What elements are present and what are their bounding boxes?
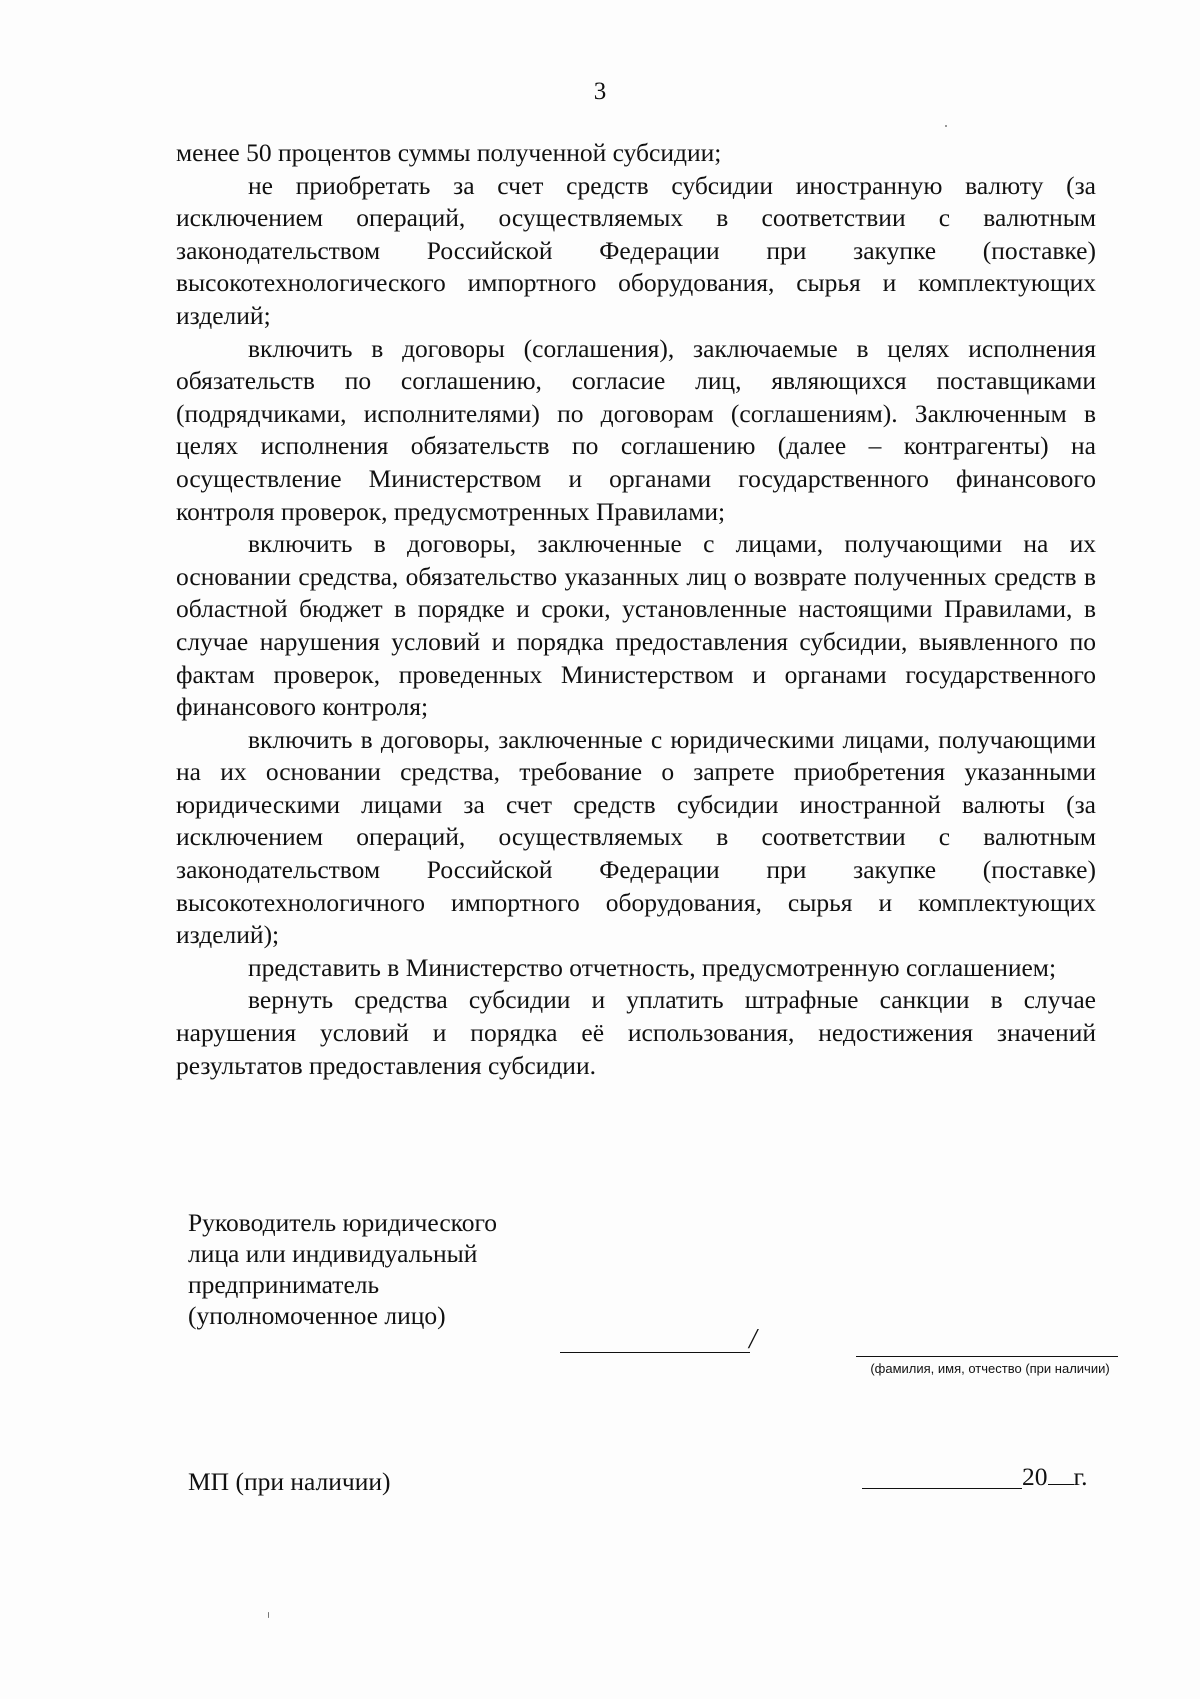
signatory-block: [188, 1207, 548, 1331]
date-year: [1022, 1462, 1087, 1492]
signature-separator: /: [749, 1324, 757, 1355]
signatory-line: лица или индивидуальный: [188, 1239, 478, 1268]
paragraph: не приобретать за счет средств субсидии иностранную валюту (за исключением операций, осуществляемых в соответствии с валютным законодательством Российской Федерации при закупке (поставке) высокотехнологического импортного оборудования, сырья и комплектующих изделий;: [176, 170, 1096, 330]
date-line: [862, 1488, 1022, 1489]
year-blank: [1048, 1462, 1074, 1485]
paragraph: вернуть средства субсидии и уплатить штрафные санкции в случае нарушения условий и порядка её использования, недостижения значений результатов предоставления субсидии.: [176, 985, 1096, 1080]
signature-line: [560, 1352, 750, 1353]
paragraph: включить в договоры, заключенные с юридическими лицами, получающими на их основании средства, требование о запрете приобретения указанными юридическими лицами за счет средств субсидии иностранной валюты (за исключением операций, осуществляемых в соответствии с валютным законодательством Российской Федерации при закупке (поставке) высокотехнологичного импортного оборудования, сырья и комплектующих изделий);: [176, 724, 1096, 950]
name-line: [856, 1356, 1118, 1357]
signatory-line: предприниматель: [188, 1270, 380, 1299]
document-body: [176, 137, 1096, 1082]
stamp-label: МП (при наличии): [188, 1467, 391, 1496]
scan-speck: [268, 1612, 269, 1618]
paragraph-continuation: менее 50 процентов суммы полученной субсидии;: [176, 138, 722, 167]
signatory-line: Руководитель юридического: [188, 1208, 498, 1237]
scan-speck: [945, 125, 947, 127]
year-suffix: г.: [1073, 1462, 1088, 1491]
paragraph: включить в договоры, заключенные с лицами, получающими на их основании средства, обязательство указанных лиц о возврате полученных средств в областной бюджет в порядке и сроки, установленные настоящими Правилами, в случае нарушения условий и порядка предоставления субсидии, выявленного по фактам проверок, проведенных Министерством и органами государственного финансового контроля;: [176, 529, 1096, 722]
name-caption: (фамилия, имя, отчество (при наличии): [870, 1361, 1110, 1376]
date-century: 20: [1022, 1462, 1048, 1491]
paragraph: включить в договоры (соглашения), заключаемые в целях исполнения обязательств по соглашению, согласие лиц, являющихся поставщиками (подрядчиками, исполнителями) по договорам (соглашениям). Заключенным в целях исполнения обязательств по соглашению (далее – контрагенты) на осуществление Министерством и органами государственного финансового контроля проверок, предусмотренных Правилами;: [176, 333, 1096, 526]
signatory-line: (уполномоченное лицо): [188, 1301, 446, 1330]
page-number: 3: [593, 78, 607, 105]
paragraph: представить в Министерство отчетность, предусмотренную соглашением;: [248, 952, 1057, 982]
